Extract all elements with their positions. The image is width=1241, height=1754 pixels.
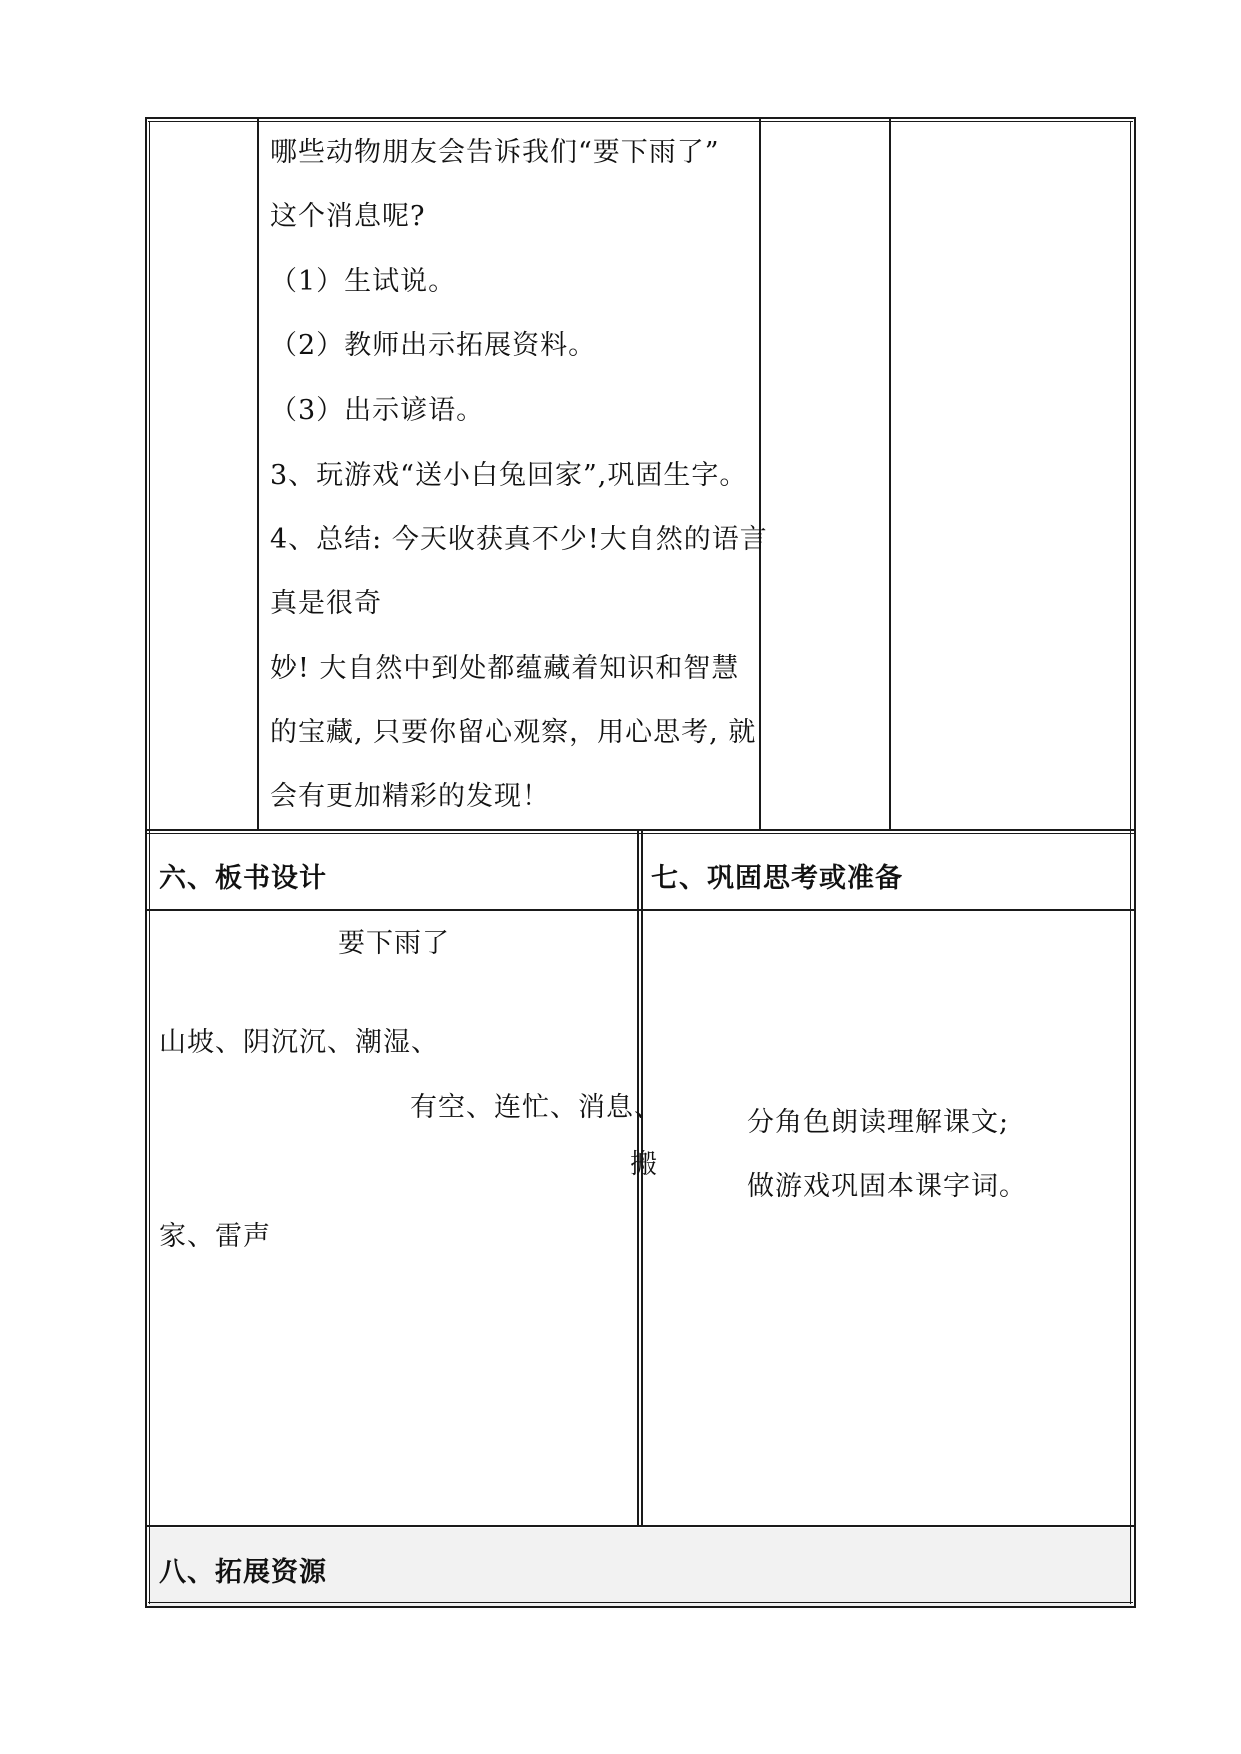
table-right-border bbox=[1134, 117, 1136, 1608]
table-right-border-inner bbox=[1130, 121, 1131, 1604]
lesson-step-line: （3）出示谚语。 bbox=[270, 395, 485, 426]
section-eight-heading: 八、拓展资源 bbox=[159, 1557, 327, 1588]
table-top-border bbox=[145, 117, 1136, 119]
lesson-step-line: 这个消息呢? bbox=[270, 201, 426, 232]
col-divider-3 bbox=[889, 119, 891, 831]
lesson-step-line: 3、玩游戏“送小白兔回家”,巩固生字。 bbox=[270, 460, 748, 491]
lesson-step-line: 哪些动物朋友会告诉我们“要下雨了” bbox=[270, 137, 720, 168]
blackboard-words-line: 家、雷声 bbox=[159, 1221, 271, 1252]
col-divider-2 bbox=[759, 119, 761, 831]
blackboard-clipped-char bbox=[630, 1149, 657, 1184]
table-left-border bbox=[145, 117, 147, 1608]
lesson-step-line: （1）生试说。 bbox=[270, 266, 457, 297]
lesson-step-line: （2）教师出示拓展资料。 bbox=[270, 330, 597, 361]
blackboard-words-fragment: 搬 bbox=[630, 1149, 657, 1180]
blackboard-words-line: 有空、连忙、消息、 bbox=[410, 1092, 662, 1123]
lesson-step-line: 4、总结: 今天收获真不少!大自然的语言 bbox=[270, 524, 768, 555]
lesson-step-line: 的宝藏, 只要你留心观察，用心思考, 就 bbox=[270, 717, 757, 748]
table-bottom-border-inner bbox=[148, 1602, 1133, 1603]
blackboard-words-line: 山坡、阴沉沉、潮湿、 bbox=[159, 1027, 439, 1058]
table-left-border-inner bbox=[149, 121, 150, 1604]
lesson-step-line: 会有更加精彩的发现！ bbox=[270, 781, 550, 812]
table-bottom-border bbox=[145, 1606, 1136, 1608]
lesson-step-line: 真是很奇 bbox=[270, 588, 382, 619]
lesson-step-line: 妙! 大自然中到处都蕴藏着知识和智慧 bbox=[270, 653, 740, 684]
blackboard-title: 要下雨了 bbox=[338, 928, 450, 959]
section-six-heading: 六、板书设计 bbox=[159, 863, 327, 894]
section-seven-heading: 七、巩固思考或准备 bbox=[651, 863, 903, 894]
table-top-border-inner bbox=[148, 121, 1133, 122]
consolidation-line: 分角色朗读理解课文; bbox=[747, 1107, 1010, 1138]
col-divider-1 bbox=[257, 119, 259, 831]
consolidation-line: 做游戏巩固本课字词。 bbox=[747, 1171, 1027, 1202]
